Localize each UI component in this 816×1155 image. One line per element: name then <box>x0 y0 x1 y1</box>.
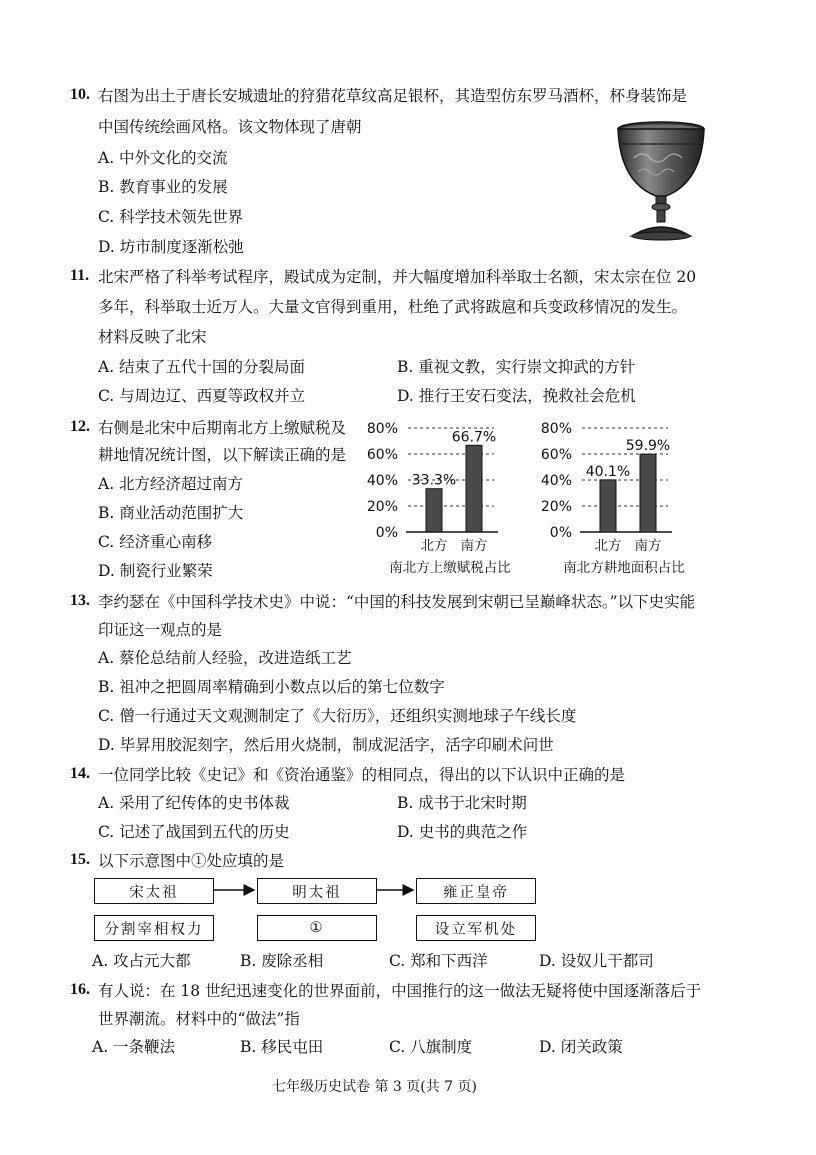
diagram-box-grand-council: 设立军机处 <box>416 915 536 941</box>
q10-option-a: A. 中外文化的交流 <box>98 149 228 167</box>
q12-stem-line1: 右侧是北宋中后期南北方上缴赋税及 <box>98 419 347 437</box>
q11-option-b: B. 重视文教，实行崇文抑武的方针 <box>397 358 636 376</box>
q14-option-b: B. 成书于北宋时期 <box>397 794 527 812</box>
q10-option-d: D. 坊市制度逐渐松弛 <box>98 238 244 256</box>
q13-option-a: A. 蔡伦总结前人经验，改进造纸工艺 <box>98 649 352 667</box>
q11-option-d: D. 推行王安石变法，挽救社会危机 <box>397 387 636 405</box>
y-tick-label: 60% <box>366 447 398 463</box>
q16-option-d: D. 闭关政策 <box>539 1038 623 1056</box>
q14-option-c: C. 记述了战国到五代的历史 <box>98 823 290 841</box>
q16-option-a: A. 一条鞭法 <box>92 1038 176 1056</box>
q12-option-b: B. 商业活动范围扩大 <box>98 504 244 522</box>
q10-option-b: B. 教育事业的发展 <box>98 178 228 196</box>
q13-stem-line1: 李约瑟在《中国科学技术史》中说：“中国的科技发展到宋朝已呈巅峰状态。”以下史实能 <box>98 593 696 611</box>
chart-title: 南北方上缴赋税占比 <box>389 560 511 576</box>
y-tick-label: 40% <box>540 473 572 489</box>
q16-option-b: B. 移民屯田 <box>240 1038 324 1056</box>
y-tick-label: 80% <box>540 421 572 437</box>
bar-value-label: 40.1% <box>585 463 631 480</box>
y-tick-label: 0% <box>375 525 398 541</box>
q12-option-d: D. 制瓷行业繁荣 <box>98 562 213 580</box>
category-label: 南方 <box>634 538 662 554</box>
q14-stem-line1: 一位同学比较《史记》和《资治通鉴》的相同点，得出的以下认识中正确的是 <box>98 766 626 784</box>
q15-option-b: B. 废除丞相 <box>240 952 324 970</box>
q11-option-a: A. 结束了五代十国的分裂局面 <box>98 358 306 376</box>
y-tick-label: 40% <box>366 473 398 489</box>
q11-stem-line3: 材料反映了北宋 <box>98 328 207 346</box>
q16-number: 16. <box>70 981 90 998</box>
bar-value-label: 66.7% <box>451 429 497 446</box>
chart-title: 南北方耕地面积占比 <box>563 560 685 576</box>
q10-option-c: C. 科学技术领先世界 <box>98 208 244 226</box>
q14-option-a: A. 采用了纪传体的史书体裁 <box>98 794 290 812</box>
category-label: 北方 <box>420 538 448 554</box>
q11-stem-line2: 多年，科举取士近万人。大量文官得到重用，杜绝了武将跋扈和兵变政移情况的发生。 <box>98 298 688 316</box>
q13-number: 13. <box>70 592 90 609</box>
q12-number: 12. <box>70 418 90 435</box>
q14-option-d: D. 史书的典范之作 <box>397 823 528 841</box>
q10-number: 10. <box>70 86 90 103</box>
category-label: 北方 <box>594 538 622 554</box>
q15-option-c: C. 郑和下西洋 <box>389 952 488 970</box>
q15-option-d: D. 设奴儿干都司 <box>539 952 654 970</box>
q12-option-c: C. 经济重心南移 <box>98 533 213 551</box>
category-label: 南方 <box>460 538 488 554</box>
bar-value-label: 33.3% <box>411 472 457 489</box>
q13-option-b: B. 祖冲之把圆周率精确到小数点以后的第七位数字 <box>98 678 445 696</box>
q11-option-c: C. 与周边辽、西夏等政权并立 <box>98 387 306 405</box>
y-tick-label: 20% <box>366 499 398 515</box>
q15-option-a: A. 攻占元大都 <box>92 952 191 970</box>
diagram-box-yongzheng: 雍正皇帝 <box>416 878 536 904</box>
y-tick-label: 60% <box>540 447 572 463</box>
page-footer: 七年级历史试卷 第 3 页(共 7 页) <box>272 1079 477 1095</box>
q15-number: 15. <box>70 851 90 868</box>
q13-option-d: D. 毕昇用胶泥刻字，然后用火烧制，制成泥活字，活字印刷术问世 <box>98 736 554 754</box>
diagram-box-ming-taizu: 明太祖 <box>257 878 377 904</box>
diagram-box-song-taizu: 宋太祖 <box>94 878 214 904</box>
q10-stem-line2: 中国传统绘画风格。该文物体现了唐朝 <box>98 118 362 136</box>
q12-option-a: A. 北方经济超过南方 <box>98 475 244 493</box>
q16-stem-line2: 世界潮流。材料中的“做法”指 <box>98 1010 300 1028</box>
q13-option-c: C. 僧一行通过天文观测制定了《大衍历》，还组织实测地球子午线长度 <box>98 707 577 725</box>
y-tick-label: 80% <box>366 421 398 437</box>
bar-value-label: 59.9% <box>625 438 671 455</box>
q14-number: 14. <box>70 765 90 782</box>
y-tick-label: 0% <box>549 525 572 541</box>
q10-stem-line1: 右图为出土于唐长安城遗址的狩猎花草纹高足银杯，其造型仿东罗马酒杯，杯身装饰是 <box>98 87 688 105</box>
q15-stem-line1: 以下示意图中①处应填的是 <box>98 852 285 870</box>
q16-option-c: C. 八旗制度 <box>389 1038 473 1056</box>
q12-stem-line2: 耕地情况统计图，以下解读正确的是 <box>98 446 347 464</box>
q11-stem-line1: 北宋严格了科举考试程序，殿试成为定制，并大幅度增加科举取士名额，宋太宗在位 20 <box>98 268 697 286</box>
diagram-box-blank-1: ① <box>257 915 377 941</box>
diagram-box-divide-chancellor: 分割宰相权力 <box>94 915 214 941</box>
q13-stem-line2: 印证这一观点的是 <box>98 621 223 639</box>
y-tick-label: 20% <box>540 499 572 515</box>
q11-number: 11. <box>70 267 90 284</box>
q16-stem-line1: 有人说：在 18 世纪迅速变化的世界面前，中国推行的这一做法无疑将使中国逐渐落后于 <box>98 982 702 1000</box>
